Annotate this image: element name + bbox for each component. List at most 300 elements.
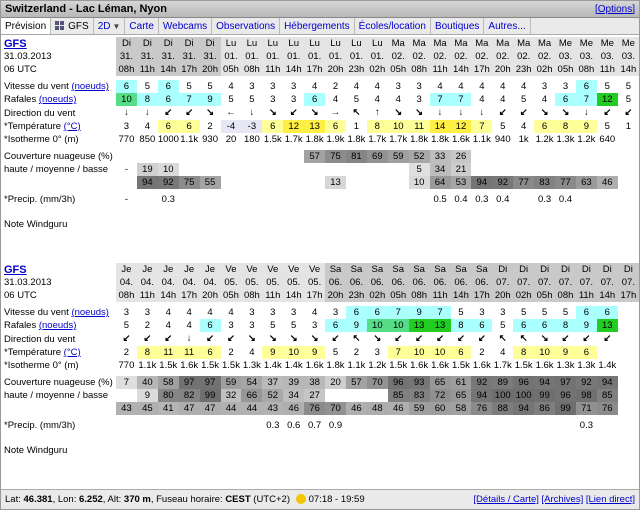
- gust-cell: 4: [388, 93, 409, 106]
- precip-label: *Precip. (mm/3h): [1, 419, 116, 432]
- day-header: Di: [158, 37, 179, 50]
- cloud-low-cell: 47: [200, 402, 221, 415]
- isotherm-cell: 930: [202, 134, 218, 145]
- cloud-mid-cell: -: [116, 163, 137, 176]
- hour-header: 23h: [346, 289, 367, 302]
- date-header: 02.: [409, 50, 430, 63]
- wind-unit-link[interactable]: (noeuds): [71, 307, 109, 318]
- isotherm-cell: [618, 133, 639, 146]
- temp-unit-link[interactable]: (°C): [63, 121, 81, 132]
- page-title: Switzerland - Lac Léman, Nyon: [5, 3, 167, 15]
- cloud-high-cell: [576, 150, 597, 163]
- cloud-mid-cell: [367, 389, 388, 402]
- gust-unit-link[interactable]: (noeuds): [38, 94, 77, 105]
- wind-direction-arrow-icon: ↙: [603, 107, 612, 118]
- day-header: Di: [116, 37, 137, 50]
- cloud-mid-cell: 32: [221, 389, 242, 402]
- gust-cell: 5: [346, 93, 367, 106]
- cloud-mid-cell: [346, 163, 367, 176]
- note-cell: [513, 206, 534, 242]
- cloud-high-cell: 70: [367, 376, 388, 389]
- note-cell: [262, 206, 283, 242]
- note-cell: [158, 432, 179, 468]
- wind-cell: 5: [513, 306, 534, 319]
- isotherm-cell: 1.1k: [138, 360, 157, 371]
- wind-label: Vitesse du vent (noeuds): [1, 306, 116, 319]
- cloud-high-cell: [618, 376, 639, 389]
- isotherm-cell: 1.6k: [451, 134, 470, 145]
- gust-cell: 6: [200, 319, 221, 332]
- model-link[interactable]: GFS: [4, 263, 27, 276]
- hour-header: 05h: [555, 63, 576, 76]
- temperature-cell: 10: [409, 346, 430, 359]
- wind-direction-arrow-icon: ↙: [436, 333, 445, 344]
- hour-header: 05h: [388, 289, 409, 302]
- temperature-cell: 3: [367, 346, 388, 359]
- cloud-mid-cell: [597, 163, 618, 176]
- hour-header: 17h: [304, 63, 325, 76]
- gust-cell: 5: [221, 93, 242, 106]
- wind-direction-arrow-icon: ↙: [143, 333, 152, 344]
- wind-cell: 5: [137, 80, 158, 93]
- cloud-mid-cell: [116, 389, 137, 402]
- precip-cell: [137, 419, 158, 432]
- precip-cell: 0.3: [537, 194, 552, 205]
- cloud-high-cell: 57: [304, 150, 325, 163]
- tab-bar: [1, 18, 639, 35]
- isotherm-cell: 770: [118, 360, 135, 371]
- isotherm-label: *Isotherme 0° (m): [1, 133, 116, 146]
- precip-cell: [116, 419, 137, 432]
- hour-header: 08h: [409, 63, 430, 76]
- precip-cell: [409, 419, 430, 432]
- hour-header: 20h: [325, 289, 346, 302]
- isotherm-cell: 1.8k: [326, 360, 345, 371]
- wind-cell: 3: [388, 80, 409, 93]
- wind-direction-arrow-icon: ↘: [310, 107, 319, 118]
- date-header: 04.: [116, 276, 137, 289]
- gust-cell: 6: [158, 93, 179, 106]
- day-header: Di: [534, 263, 555, 276]
- date-header: 06.: [409, 276, 430, 289]
- cloud-mid-cell: [534, 163, 555, 176]
- date-header: 01.: [304, 50, 325, 63]
- date-header: 01.: [283, 50, 304, 63]
- wind-cell: 3: [534, 80, 555, 93]
- note-cell: [576, 206, 597, 242]
- gust-cell: 4: [325, 93, 346, 106]
- options-link[interactable]: [Options]: [594, 3, 635, 15]
- cloud-high-cell: 52: [409, 150, 430, 163]
- wind-cell: 6: [116, 80, 137, 93]
- note-cell: [388, 206, 409, 242]
- tab-boutiques[interactable]: Boutiques: [431, 18, 484, 34]
- date-header: 02.: [430, 50, 451, 63]
- gust-cell: 5: [492, 319, 513, 332]
- gust-cell: 7: [451, 93, 472, 106]
- tab-carte[interactable]: Carte: [125, 18, 158, 34]
- wind-direction-arrow-icon: ↘: [310, 333, 319, 344]
- date-header: 03.: [597, 50, 618, 63]
- temperature-cell: 2: [346, 346, 367, 359]
- precip-cell: [346, 193, 367, 206]
- precip-cell: [200, 419, 221, 432]
- date-header: 05.: [262, 276, 283, 289]
- direction-label: Direction du vent: [1, 332, 116, 346]
- cloud-low-cell: 94: [137, 176, 158, 189]
- precip-cell: 0.3: [475, 194, 489, 205]
- note-cell: [513, 432, 534, 468]
- tab-hebergements[interactable]: Hébergements: [280, 18, 355, 34]
- cloud-low-cell: 71: [576, 402, 597, 415]
- hour-header: 14h: [283, 63, 304, 76]
- hour-header: 05h: [388, 63, 409, 76]
- day-header: Sa: [325, 263, 346, 276]
- temperature-cell: 7: [471, 120, 492, 133]
- tab-observations[interactable]: Observations: [212, 18, 280, 34]
- date-header: 04.: [158, 276, 179, 289]
- note-cell: [241, 432, 262, 468]
- cloud-low-cell: [262, 176, 283, 189]
- cloud-high-cell: 97: [200, 376, 221, 389]
- wind-cell: 4: [221, 80, 242, 93]
- hour-header: 23h: [513, 63, 534, 76]
- wind-cell: 5: [597, 80, 618, 93]
- windguru-note-label: Note Windguru: [1, 432, 116, 468]
- cloud-mid-cell: [618, 389, 639, 402]
- isotherm-cell: 1.5k: [451, 360, 470, 371]
- cloud-low-cell: 58: [451, 402, 472, 415]
- cloud-mid-cell: 99: [534, 389, 555, 402]
- temperature-cell: 5: [492, 120, 513, 133]
- isotherm-cell: 1.4k: [598, 360, 617, 371]
- hour-header: 08h: [241, 63, 262, 76]
- isotherm-cell: 1.2k: [368, 360, 387, 371]
- isotherm-cell: 1.7k: [493, 360, 512, 371]
- precip-cell: [513, 193, 534, 206]
- date-header: 01.: [346, 50, 367, 63]
- precip-cell: [618, 419, 639, 432]
- day-header: Sa: [430, 263, 451, 276]
- gust-cell: 6: [513, 319, 534, 332]
- date-header: 01.: [367, 50, 388, 63]
- precip-cell: [597, 193, 618, 206]
- cloud-high-cell: [179, 150, 200, 163]
- wind-direction-arrow-icon: ↓: [249, 107, 255, 118]
- temperature-cell: 11: [158, 346, 179, 359]
- wind-cell: 2: [325, 80, 346, 93]
- cloud-low-cell: 10: [409, 176, 430, 189]
- precip-cell: [451, 419, 472, 432]
- isotherm-cell: 1.6k: [305, 360, 324, 371]
- date-header: 31.: [200, 50, 221, 63]
- cloud-mid-cell: 83: [409, 389, 430, 402]
- temperature-cell: 12: [451, 120, 472, 133]
- day-header: Ve: [241, 263, 262, 276]
- wind-cell: 4: [304, 306, 325, 319]
- chevron-down-icon: ▼: [112, 21, 121, 31]
- cloud-low-cell: [346, 176, 367, 189]
- gust-cell: 5: [283, 319, 304, 332]
- cloud-low-cell: 43: [116, 402, 137, 415]
- wind-cell: 4: [200, 306, 221, 319]
- note-cell: [137, 206, 158, 242]
- day-header: Me: [597, 37, 618, 50]
- gust-cell: 4: [471, 93, 492, 106]
- wind-direction-arrow-icon: ↑: [374, 107, 380, 118]
- cloud-high-cell: 97: [179, 376, 200, 389]
- wind-direction-arrow-icon: ↘: [373, 333, 382, 344]
- init-date: 31.03.2013: [1, 50, 116, 63]
- wind-direction-arrow-icon: ↙: [331, 333, 340, 344]
- cloud-low-cell: [304, 176, 325, 189]
- day-header: Ma: [430, 37, 451, 50]
- note-cell: [534, 432, 555, 468]
- isotherm-cell: 1.4k: [263, 360, 282, 371]
- wind-direction-arrow-icon: ↙: [206, 333, 215, 344]
- gust-cell: 10: [388, 319, 409, 332]
- cloud-low-cell: 46: [597, 176, 618, 189]
- temperature-cell: 5: [597, 120, 618, 133]
- cloud-high-cell: 61: [451, 376, 472, 389]
- isotherm-cell: 1000: [157, 134, 179, 145]
- note-cell: [409, 432, 430, 468]
- wind-unit-link[interactable]: (noeuds): [71, 81, 109, 92]
- gust-cell: 4: [158, 319, 179, 332]
- wind-direction-arrow-icon: ↙: [394, 333, 403, 344]
- temperature-cell: 6: [576, 346, 597, 359]
- gust-cell: 4: [534, 93, 555, 106]
- date-header: 06.: [451, 276, 472, 289]
- direct-link[interactable]: [Lien direct]: [585, 494, 635, 505]
- note-cell: [283, 432, 304, 468]
- tab-webcams[interactable]: Webcams: [159, 18, 212, 34]
- cloud-low-cell: 75: [179, 176, 200, 189]
- wind-label: Vitesse du vent (noeuds): [1, 80, 116, 93]
- wind-cell: 3: [241, 80, 262, 93]
- cloud-mid-cell: 94: [471, 389, 492, 402]
- day-header: Ma: [451, 37, 472, 50]
- hour-header: 02h: [534, 63, 555, 76]
- hour-header: 20h: [325, 63, 346, 76]
- isotherm-cell: 1.1k: [472, 134, 491, 145]
- date-header: 31.: [158, 50, 179, 63]
- day-header: Ma: [492, 37, 513, 50]
- tab-prevision[interactable]: Prévision: [1, 18, 51, 34]
- day-header: Je: [158, 263, 179, 276]
- wind-cell: [618, 306, 639, 319]
- date-header: 02.: [451, 50, 472, 63]
- wind-direction-arrow-icon: ←: [226, 107, 236, 118]
- cloud-high-cell: 54: [241, 376, 262, 389]
- gust-cell: 10: [367, 319, 388, 332]
- wind-direction-arrow-icon: ↙: [603, 333, 612, 344]
- gust-cell: 5: [513, 93, 534, 106]
- day-header: Di: [492, 263, 513, 276]
- cloud-mid-cell: [304, 163, 325, 176]
- cloud-high-cell: 58: [158, 376, 179, 389]
- details-map-link[interactable]: [Détails / Carte]: [473, 494, 539, 505]
- day-header: Di: [137, 37, 158, 50]
- date-header: 06.: [471, 276, 492, 289]
- gust-unit-link[interactable]: (noeuds): [38, 320, 77, 331]
- hour-header: 17h: [471, 63, 492, 76]
- wind-direction-arrow-icon: ↓: [437, 107, 443, 118]
- model-link[interactable]: GFS: [4, 37, 27, 50]
- note-cell: [325, 206, 346, 242]
- temperature-cell: 2: [116, 346, 137, 359]
- day-header: Ma: [534, 37, 555, 50]
- gust-cell: 5: [262, 319, 283, 332]
- wind-cell: 7: [430, 306, 451, 319]
- note-cell: [555, 432, 576, 468]
- gust-cell: 7: [576, 93, 597, 106]
- day-header: Sa: [367, 263, 388, 276]
- cloud-mid-cell: 10: [158, 163, 179, 176]
- cloud-mid-cell: [492, 163, 513, 176]
- precip-cell: [221, 419, 242, 432]
- cloud-low-cell: [116, 176, 137, 189]
- temperature-cell: 12: [283, 120, 304, 133]
- cloud-mid-cell: 9: [137, 389, 158, 402]
- date-header: 01.: [221, 50, 242, 63]
- gust-cell: 3: [409, 93, 430, 106]
- wind-direction-arrow-icon: ↙: [164, 333, 173, 344]
- wind-cell: 3: [283, 306, 304, 319]
- note-cell: [451, 206, 472, 242]
- cloud-mid-cell: 100: [492, 389, 513, 402]
- tab-ecoles-location[interactable]: Écoles/location: [355, 18, 431, 34]
- hour-header: 17h: [179, 289, 200, 302]
- isotherm-cell: 1.5k: [159, 360, 178, 371]
- temperature-cell: 6: [534, 120, 555, 133]
- isotherm-cell: 770: [118, 134, 135, 145]
- day-header: Sa: [346, 263, 367, 276]
- cloud-low-cell: 76: [471, 402, 492, 415]
- temperature-cell: 1: [618, 120, 639, 133]
- hour-header: 17h: [471, 289, 492, 302]
- day-header: Me: [618, 37, 639, 50]
- cloud-low-cell: 48: [367, 402, 388, 415]
- cloud-low-cell: 41: [158, 402, 179, 415]
- gust-cell: 13: [430, 319, 451, 332]
- cloud-high-cell: [200, 150, 221, 163]
- temperature-cell: 14: [430, 120, 451, 133]
- temperature-cell: 6: [158, 120, 179, 133]
- wind-cell: 6: [158, 80, 179, 93]
- cloud-low-cell: 86: [534, 402, 555, 415]
- precip-cell: [367, 193, 388, 206]
- day-header: Lu: [241, 37, 262, 50]
- isotherm-cell: 1.5k: [389, 360, 408, 371]
- gust-cell: 4: [367, 93, 388, 106]
- isotherm-cell: 1.6k: [472, 360, 491, 371]
- date-header: 07.: [534, 276, 555, 289]
- temperature-cell: -3: [241, 120, 262, 133]
- note-cell: [534, 206, 555, 242]
- date-header: 07.: [492, 276, 513, 289]
- archives-link[interactable]: [Archives]: [541, 494, 584, 505]
- hour-header: 14h: [158, 63, 179, 76]
- note-cell: [241, 206, 262, 242]
- isotherm-cell: 1.6k: [431, 360, 450, 371]
- wind-cell: 4: [451, 80, 472, 93]
- cloud-mid-cell: 21: [451, 163, 472, 176]
- cloud-low-cell: [618, 176, 639, 189]
- date-header: 04.: [137, 276, 158, 289]
- wind-cell: 3: [555, 80, 576, 93]
- temperature-cell: 3: [116, 120, 137, 133]
- wind-cell: 5: [555, 306, 576, 319]
- isotherm-cell: 1.2k: [577, 134, 596, 145]
- note-cell: [618, 206, 639, 242]
- tab-model-select[interactable]: GFS: [51, 18, 94, 34]
- wind-cell: 5: [618, 80, 639, 93]
- wind-cell: 6: [367, 306, 388, 319]
- day-header: Je: [179, 263, 200, 276]
- temperature-cell: 1: [346, 120, 367, 133]
- init-date: 31.03.2013: [1, 276, 116, 289]
- isotherm-cell: 1.6k: [410, 360, 429, 371]
- gust-cell: 9: [576, 319, 597, 332]
- wind-cell: 3: [116, 306, 137, 319]
- temp-unit-link[interactable]: (°C): [63, 347, 81, 358]
- wind-cell: 6: [576, 306, 597, 319]
- cloud-low-cell: [388, 176, 409, 189]
- cloud-low-cell: 47: [179, 402, 200, 415]
- precip-cell: 0.3: [579, 420, 593, 431]
- cloud-mid-cell: 98: [576, 389, 597, 402]
- precip-cell: 0.6: [287, 420, 301, 431]
- wind-direction-arrow-icon: ↘: [561, 107, 570, 118]
- temperature-cell: 4: [513, 120, 534, 133]
- wind-cell: 3: [241, 306, 262, 319]
- gust-cell: 12: [597, 93, 618, 106]
- model-label: [1, 263, 116, 276]
- cloud-low-cell: 60: [430, 402, 451, 415]
- wind-direction-arrow-icon: ↓: [479, 107, 485, 118]
- cloud-high-cell: 26: [451, 150, 472, 163]
- hour-header: 20h: [200, 289, 221, 302]
- cloud-mid-cell: [325, 389, 346, 402]
- day-header: Lu: [346, 37, 367, 50]
- date-header: 06.: [346, 276, 367, 289]
- cloud-low-cell: 92: [158, 176, 179, 189]
- hour-header: 08h: [576, 63, 597, 76]
- temperature-cell: 5: [325, 346, 346, 359]
- precip-cell: [200, 193, 221, 206]
- isotherm-cell: 1.1k: [347, 360, 366, 371]
- wind-direction-arrow-icon: ↘: [206, 107, 215, 118]
- hour-header: 05h: [221, 63, 242, 76]
- hour-header: 11h: [430, 63, 451, 76]
- date-header: 05.: [304, 276, 325, 289]
- tab-view-2d[interactable]: 2D ▼: [94, 18, 126, 34]
- cloud-high-cell: [513, 150, 534, 163]
- precip-cell: 0.7: [308, 420, 322, 431]
- day-header: Di: [179, 37, 200, 50]
- cloud-high-cell: 96: [388, 376, 409, 389]
- cloud-mid-cell: 85: [597, 389, 618, 402]
- day-header: Je: [200, 263, 221, 276]
- temperature-cell: 4: [137, 120, 158, 133]
- gust-cell: 2: [137, 319, 158, 332]
- precip-cell: [137, 193, 158, 206]
- gust-cell: 4: [492, 93, 513, 106]
- tab-autres[interactable]: Autres...: [484, 18, 530, 34]
- date-header: 02.: [534, 50, 555, 63]
- cloud-mid-cell: [346, 389, 367, 402]
